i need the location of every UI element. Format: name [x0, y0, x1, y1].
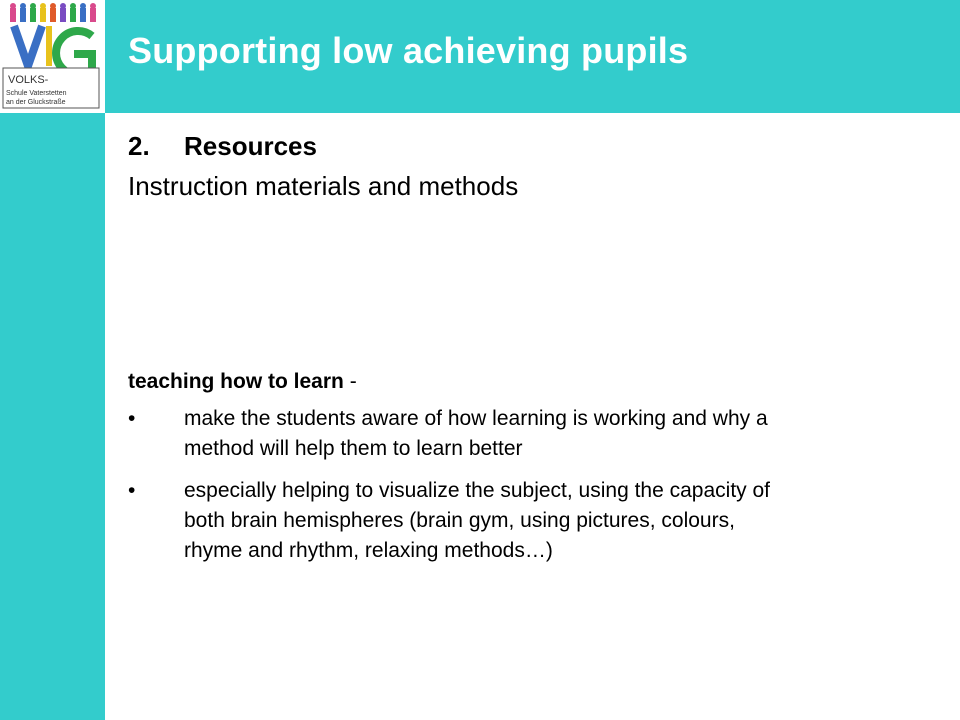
- section-subtitle: Instruction materials and methods: [128, 171, 519, 201]
- school-logo-graphic: [0, 0, 105, 113]
- logo-figures: [10, 3, 96, 22]
- logo-text-line1: VOLKS-: [8, 74, 49, 86]
- section-heading: [128, 131, 317, 162]
- logo-text-line3: an der Gluckstraße: [6, 99, 66, 106]
- section-number: 2.: [128, 131, 150, 161]
- lead-rest-text: -: [343, 370, 357, 393]
- list-item: [128, 476, 788, 566]
- logo-text-line2: Schule Vaterstetten: [6, 90, 67, 97]
- list-item: [128, 404, 788, 464]
- bullet-icon: •: [128, 479, 136, 502]
- bullet-text: especially helping to visualize the subject, using the capacity of both brain hemispheres (brain gym, using pictures, colours, rhyme and rhythm, relaxing methods…): [184, 479, 771, 562]
- lead-bold-text: teaching how to learn: [128, 370, 344, 393]
- section-title: Resources: [184, 131, 317, 161]
- school-logo: [0, 0, 105, 113]
- bullet-icon: •: [128, 407, 136, 430]
- lead-line: [128, 370, 357, 394]
- bullet-text: make the students aware of how learning is working and why a method will help them to learn better: [184, 407, 768, 460]
- bullet-list: [128, 404, 788, 578]
- slide-title: Supporting low achieving pupils: [128, 30, 689, 71]
